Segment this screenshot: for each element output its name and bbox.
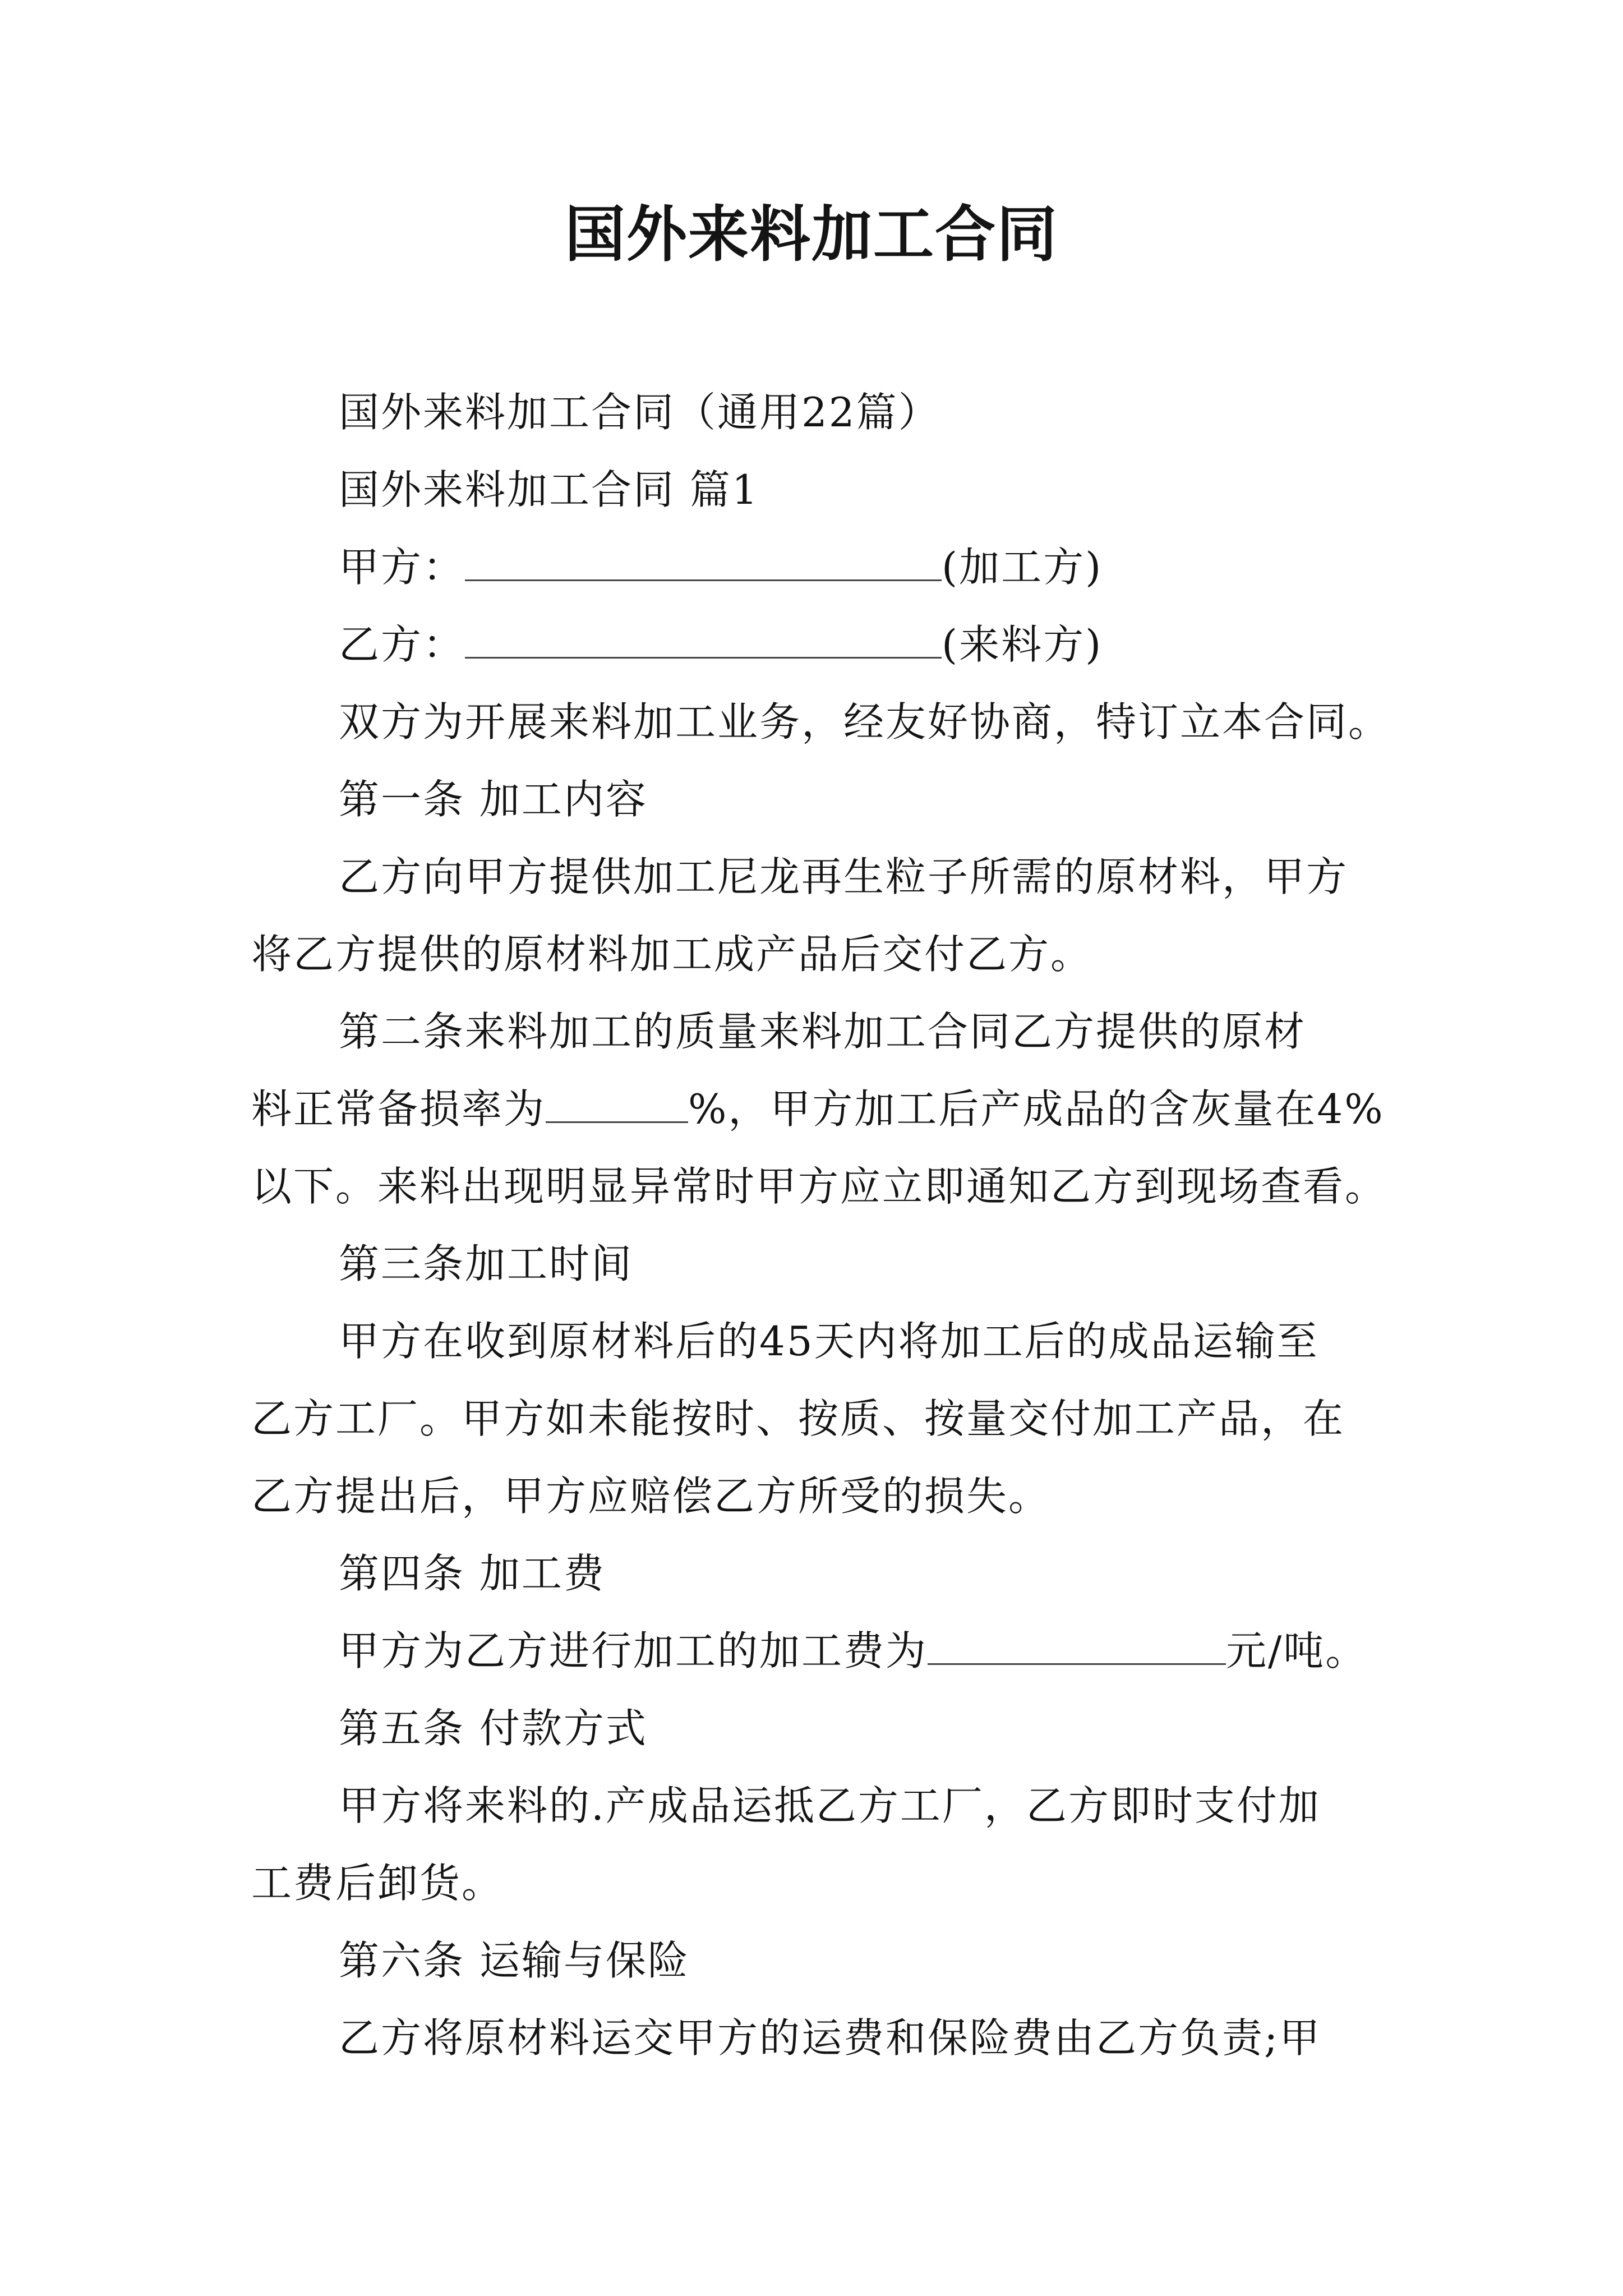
article4-heading: 第四条 加工费: [339, 1550, 606, 1597]
party-a-role: (加工方): [942, 544, 1103, 591]
article5-line2: 工费后卸货。: [251, 1860, 504, 1907]
article3-line1: 甲方在收到原材料后的45天内将加工后的成品运输至: [339, 1318, 1319, 1365]
party-a-label: 甲方：: [339, 544, 465, 591]
article2-line1: 第二条来料加工的质量来料加工合同乙方提供的原材: [339, 1008, 1307, 1055]
loss-rate-blank: [546, 1084, 688, 1123]
party-b-label: 乙方：: [339, 621, 465, 668]
article2-line3: 以下。来料出现明显异常时甲方应立即通知乙方到现场查看。: [251, 1163, 1387, 1210]
article4-line1-before: 甲方为乙方进行加工的加工费为: [339, 1627, 928, 1674]
party-b-line: [339, 614, 1103, 675]
article1-line1: 乙方向甲方提供加工尼龙再生粒子所需的原材料，甲方: [339, 853, 1349, 900]
article6-heading: 第六条 运输与保险: [339, 1937, 690, 1984]
party-a-line: [339, 536, 1103, 598]
article2-line2-before: 料正常备损率为: [251, 1085, 546, 1133]
article4-line1: [339, 1620, 1367, 1682]
article5-line1: 甲方将来料的.产成品运抵乙方工厂，乙方即时支付加: [339, 1782, 1321, 1829]
processing-fee-blank: [928, 1626, 1226, 1665]
section-heading: 国外来料加工合同 篇1: [339, 466, 759, 513]
document-title: 国外来料加工合同: [564, 199, 1058, 270]
article3-line3: 乙方提出后，甲方应赔偿乙方所受的损失。: [251, 1473, 1051, 1520]
party-a-blank: [465, 542, 942, 581]
article2-line2-after: %，甲方加工后产成品的含灰量在4%: [688, 1085, 1385, 1133]
article1-line2: 将乙方提供的原材料加工成产品后交付乙方。: [251, 931, 1093, 978]
article4-line1-after: 元/吨。: [1226, 1627, 1368, 1674]
party-b-role: (来料方): [942, 621, 1103, 668]
article3-heading: 第三条加工时间: [339, 1240, 634, 1287]
article3-line2: 乙方工厂。甲方如未能按时、按质、按量交付加工产品，在: [251, 1395, 1345, 1442]
article1-heading: 第一条 加工内容: [339, 776, 648, 823]
intro-paragraph: 双方为开展来料加工业务，经友好协商，特订立本合同。: [339, 698, 1391, 746]
document-subtitle: 国外来料加工合同（通用22篇）: [339, 389, 940, 436]
party-b-blank: [465, 620, 942, 659]
article2-line2: [251, 1078, 1385, 1140]
article6-line1: 乙方将原材料运交甲方的运费和保险费由乙方负责;甲: [339, 2014, 1322, 2062]
article5-heading: 第五条 付款方式: [339, 1705, 648, 1752]
